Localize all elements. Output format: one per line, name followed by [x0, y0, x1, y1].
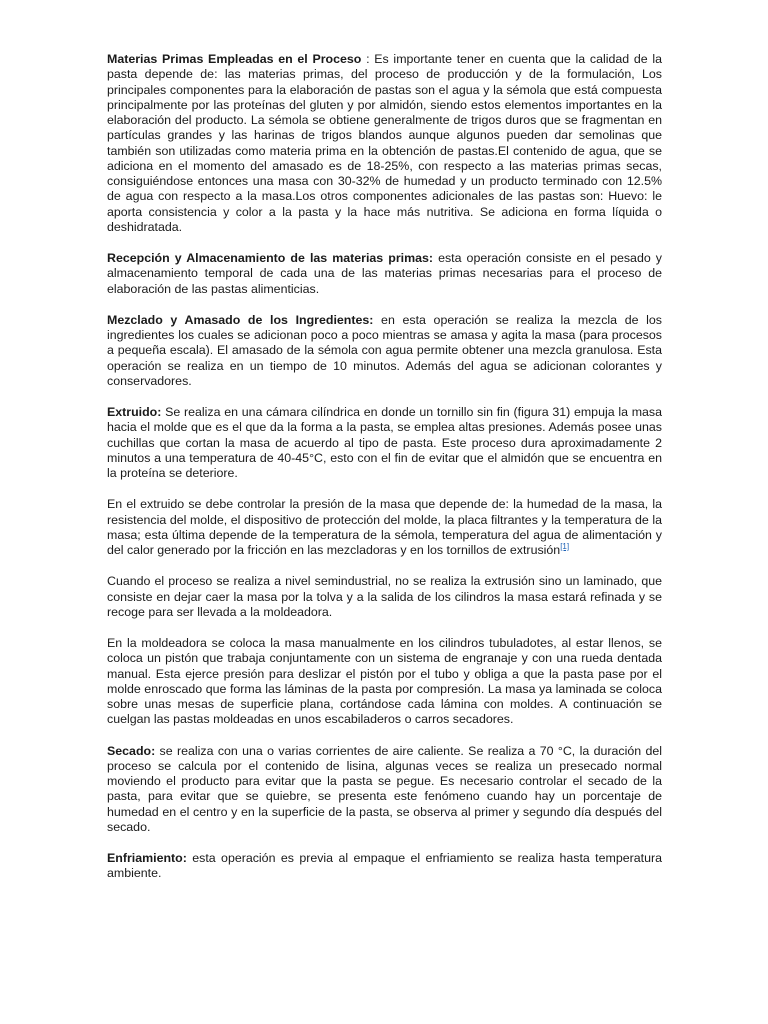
paragraph-laminado [107, 574, 662, 620]
paragraph-heading: Extruido: [107, 405, 162, 419]
paragraph-extruido [107, 405, 662, 481]
paragraph-heading: Recepción y Almacenamiento de las materias primas: [107, 251, 434, 265]
paragraph-text: se realiza con una o varias corrientes de aire caliente. Se realiza a 70 °C, la duración del proceso se calcula por el contenido de lisina, algunas veces se realiza un presecado normal moviendo el producto para evitar que la pasta se pegue. Es necesario controlar el secado de la pasta, para evitar que se quiebre, se presenta este fenómeno cuando hay un porcentaje de humedad en el centro y en la superficie de la pasta, se observa al primer y segundo día después del secado. [107, 743, 662, 834]
paragraph-text: En el extruido se debe controlar la presión de la masa que depende de: la humedad de la masa, la resistencia del molde, el dispositivo de protección del molde, la placa filtrantes y la temperatura de la masa; esta última depende de la temperatura de la sémola, temperatura del agua de alimentación y del calor generado por la fricción en las mezcladoras y en los tornillos de extrusión [107, 497, 662, 557]
paragraph-text: Cuando el proceso se realiza a nivel semindustrial, no se realiza la extrusión sino un laminado, que consiste en dejar caer la masa por la tolva y a la salida de los cilindros la masa estará refinada y se recoge para ser llevada a la moldeadora. [107, 574, 662, 619]
paragraph-enfriamiento [107, 851, 662, 882]
paragraph-text: Se realiza en una cámara cilíndrica en donde un tornillo sin fin (figura 31) empuja la masa hacia el molde que es el que da la forma a la pasta, se emplea altas presiones. Además posee unas cuchillas que cortan la masa de acuerdo al tipo de pasta. Este proceso dura aproximadamente 2 minutos a una temperatura de 40-45°C, esto con el fin de evitar que el almidón que se encuentra en la proteína se deteriore. [107, 405, 662, 480]
paragraph-heading: Secado: [107, 743, 156, 758]
paragraph-heading: Enfriamiento: [107, 851, 187, 865]
paragraph-heading: Materias Primas Empleadas en el Proceso [107, 52, 362, 66]
paragraph-heading: Mezclado y Amasado de los Ingredientes: [107, 312, 374, 327]
paragraph-text: en esta operación se realiza la mezcla de los ingredientes los cuales se adicionan poco a poco mientras se amasa y agita la masa (para procesos a pequeña escala). El amasado de la sémola con agua permite obtener una mezcla granulosa. Esta operación se realiza en un tiempo de 10 minutos. Además del agua se adicionan colorantes y conservadores. [107, 312, 662, 388]
document-body [107, 52, 662, 898]
paragraph-secado [107, 744, 662, 836]
paragraph-text: : Es importante tener en cuenta que la calidad de la pasta depende de: las materias primas, del proceso de producción y de la formulación, Los principales componentes para la elaboración de pastas son el agua y la sémola que está compuesta principalmente por las proteínas del gluten y por almidón, siendo estos elementos importantes en la elaboración del producto. La sémola se obtiene generalmente de trigos duros que se fragmentan en partículas grandes y las harinas de trigos blandos aunque algunos pueden dar semolinas que también son utilizadas como materia prima en la obtención de pastas.El contenido de agua, que se adiciona en el momento del amasado es de 18-25%, con respecto a las materias primas secas, consiguiéndose entonces una masa con 30-32% de humedad y un producto terminado con 12.5% de agua con respecto a la masa.Los otros componentes adicionales de las pastas son: Huevo: le aporta consistencia y color a la pasta y la hace más nutritiva. Se adiciona en forma líquida o deshidratada. [107, 52, 663, 234]
paragraph-text: En la moldeadora se coloca la masa manualmente en los cilindros tubuladotes, al estar llenos, se coloca un pistón que trabaja conjuntamente con un sistema de engranaje y con una rueda dentada manual. Esta ejerce presión para deslizar el pistón por el tubo y obliga a que la pasta pase por el molde enroscado que forma las láminas de la pasta por compresión. La masa ya laminada se coloca sobre unas mesas de superficie plana, cortándose cada lámina con moldes. A continuación se cuelgan las pastas moldeadas en unos escabiladeros o carros secadores. [107, 636, 662, 727]
paragraph-materias-primas [107, 52, 662, 235]
footnote-link[interactable]: [1] [560, 541, 570, 551]
paragraph-text: esta operación consiste en el pesado y almacenamiento temporal de cada una de las materias primas necesarias para el proceso de elaboración de las pastas alimenticias. [107, 251, 662, 296]
paragraph-extruido-control [107, 497, 662, 558]
paragraph-mezclado [107, 313, 662, 389]
paragraph-recepcion [107, 251, 662, 297]
paragraph-moldeadora [107, 636, 662, 728]
paragraph-text: esta operación es previa al empaque el enfriamiento se realiza hasta temperatura ambiente. [107, 851, 662, 881]
